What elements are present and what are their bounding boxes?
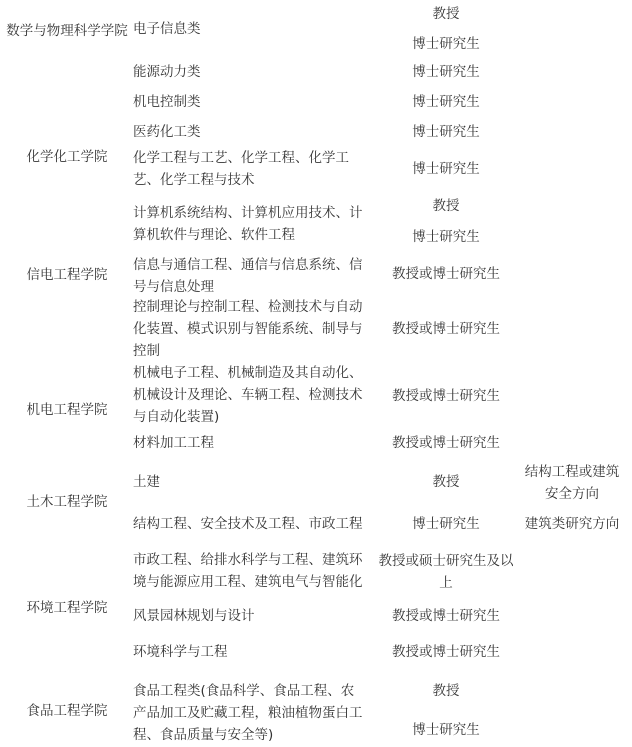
major-cell: 与自动化装置): [133, 409, 220, 425]
requirement-cell: 博士研究生: [412, 516, 480, 532]
college-cell: 土木工程学院: [26, 494, 108, 510]
note-cell: 安全方向: [545, 486, 599, 502]
major-cell: 境与能源应用工程、建筑电气与智能化: [133, 574, 363, 590]
college-cell: 食品工程学院: [26, 703, 108, 719]
major-cell: 结构工程、安全技术及工程、市政工程: [133, 516, 363, 532]
major-cell: 机电控制类: [133, 94, 201, 110]
requirement-cell: 博士研究生: [412, 229, 480, 245]
requirement-cell: 博士研究生: [412, 161, 480, 177]
major-cell: 艺、化学工程与技术: [133, 172, 255, 188]
college-cell: 化学化工学院: [26, 149, 108, 165]
major-cell: 程、食品质量与安全等): [133, 727, 274, 743]
requirement-cell: 教授或博士研究生: [392, 608, 500, 624]
major-cell: 环境科学与工程: [133, 644, 228, 660]
major-cell: 土建: [133, 474, 160, 490]
requirement-cell: 教授或硕士研究生及以: [378, 553, 514, 569]
college-cell: 环境工程学院: [26, 600, 108, 616]
major-cell: 机械设计及理论、车辆工程、检测技术: [133, 387, 363, 403]
major-cell: 控制: [133, 343, 160, 359]
requirement-cell: 教授或博士研究生: [392, 644, 500, 660]
major-cell: 电子信息类: [133, 21, 201, 37]
requirement-cell: 教授: [432, 198, 460, 214]
major-cell: 算机软件与理论、软件工程: [133, 227, 295, 243]
requirement-cell: 教授: [432, 683, 460, 699]
major-cell: 号与信息处理: [133, 279, 214, 295]
requirement-cell: 教授: [432, 474, 460, 490]
requirement-cell: 教授或博士研究生: [392, 321, 500, 337]
major-cell: 计算机系统结构、计算机应用技术、计: [133, 205, 363, 221]
major-cell: 市政工程、给排水科学与工程、建筑环: [133, 552, 363, 568]
college-cell: 信电工程学院: [26, 267, 108, 283]
note-cell: 建筑类研究方向: [524, 516, 620, 532]
college-cell: 机电工程学院: [26, 402, 108, 418]
requirement-cell: 教授或博士研究生: [392, 266, 500, 282]
major-cell: 风景园林规划与设计: [133, 608, 255, 624]
note-cell: 结构工程或建筑: [524, 464, 620, 480]
major-cell: 化学工程与工艺、化学工程、化学工: [133, 150, 349, 166]
requirement-cell: 博士研究生: [412, 722, 480, 738]
major-cell: 控制理论与控制工程、检测技术与自动: [133, 299, 363, 315]
major-cell: 医药化工类: [133, 124, 201, 140]
major-cell: 材料加工工程: [133, 435, 214, 451]
major-cell: 食品工程类(食品科学、食品工程、农: [133, 683, 355, 699]
major-cell: 信息与通信工程、通信与信息系统、信: [133, 257, 363, 273]
requirement-cell: 博士研究生: [412, 124, 480, 140]
major-cell: 化装置、模式识别与智能系统、制导与: [133, 321, 363, 337]
requirement-cell: 教授: [432, 6, 460, 22]
major-cell: 机械电子工程、机械制造及其自动化、: [133, 365, 363, 381]
requirement-cell: 博士研究生: [412, 64, 480, 80]
requirement-cell: 博士研究生: [412, 94, 480, 110]
requirement-cell: 教授或博士研究生: [392, 388, 500, 404]
major-cell: 产品加工及贮藏工程，粮油植物蛋白工: [133, 705, 363, 721]
college-cell: 数学与物理科学学院: [6, 23, 128, 39]
requirement-cell: 博士研究生: [412, 36, 480, 52]
requirement-cell: 教授或博士研究生: [392, 435, 500, 451]
major-cell: 能源动力类: [133, 64, 201, 80]
requirement-cell: 上: [439, 575, 453, 591]
